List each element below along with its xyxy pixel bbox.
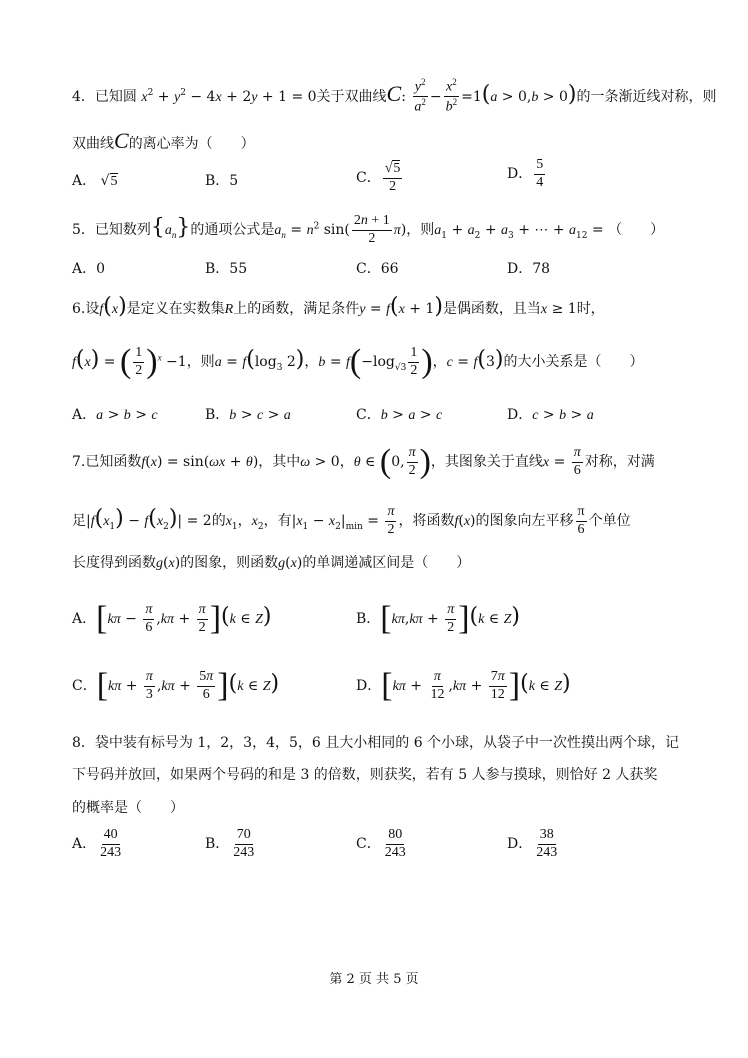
- q4-option-a[interactable]: A． √5: [72, 173, 118, 189]
- q6-option-d[interactable]: D．c > b > a: [507, 407, 594, 423]
- q4-option-c[interactable]: C． $\frac{√5}{2}$: [356, 161, 401, 194]
- q7-option-a[interactable]: A．[kπ − $\frac{\pi}{6}$ ,kπ + $\frac{\pi}{2}$ ](k ∈ Z): [72, 600, 272, 637]
- q5-option-b[interactable]: B．55: [205, 261, 248, 277]
- q6-line2: f(x) = ( $\frac{1}{2}$ )$^x$ −1，则$a = f(\log_3$ 2)，$b = f(-\log_{√3}$ $\frac{1}{2}$ )，c = f(3)的大小关系是（ ）: [72, 343, 644, 380]
- q8-option-c[interactable]: C． $\frac{80}{243}$: [356, 827, 406, 860]
- q7-option-d[interactable]: D．[kπ + $\frac{\pi}{12}$ ,kπ + $\frac{7\pi}{12}$ ](k ∈ Z): [356, 667, 571, 704]
- q7-line3: 长度得到函数g(x)的图象，则函数g(x)的单调递减区间是（ ）: [72, 555, 471, 571]
- q8-option-b[interactable]: B． $\frac{70}{243}$: [205, 827, 255, 860]
- q8-option-a[interactable]: A． $\frac{40}{243}$: [72, 827, 122, 860]
- q5-option-c[interactable]: C．66: [356, 261, 399, 277]
- q8-line3: 的概率是（ ）: [72, 800, 184, 816]
- q5-line1: 5．已知数列$\{a_n\}$的通项公式是$a_n = n^2$ sin( $\frac{2n + 1}{2}$ π)，则$a_1 + a_2 + a_3$ + ⋯ + $a_{12}$ = （ ）: [72, 213, 665, 246]
- page-footer: 第 2 页 共 5 页: [329, 972, 419, 987]
- q4-option-d[interactable]: D． $\frac{5}{4}$: [507, 157, 544, 190]
- q5-option-a[interactable]: A．0: [72, 261, 106, 277]
- q7-line1: 7.已知函数f(x) = sin(ωx + θ)，其中ω > 0，θ ∈ (0, $\frac{\pi}{2}$ )，其图象关于直线x = $\frac{\pi}{6}$ 对称，对满: [72, 443, 655, 480]
- q7-option-c[interactable]: C．[kπ + $\frac{\pi}{3}$ ,kπ + $\frac{5\pi}{6}$ ](k ∈ Z): [72, 667, 280, 704]
- q4-line2: 双曲线C的离心率为（ ）: [72, 128, 255, 153]
- q5-number: 5．: [72, 222, 95, 239]
- q8-line1: 8．袋中装有标号为 1，2，3，4，5，6 且大小相同的 6 个小球，从袋子中一次性摸出两个球，记: [72, 735, 680, 751]
- q4-line1: 4．已知圆 $x^2 + y^2 - 4x + 2y + 1 = 0$关于双曲线C: $\frac{y^2}{a^2}$ − $\frac{x^2}{b^2}$ =1(a > 0,b > 0)的一条渐近线对称，则: [72, 77, 717, 115]
- q6-option-a[interactable]: A．a > b > c: [72, 407, 158, 423]
- q4-number: 4．: [72, 88, 95, 105]
- q4-option-b[interactable]: B．5: [205, 173, 239, 189]
- q7-line2: 足$|f(x_1) - f(x_2)| = 2$的$x_1$，$x_2$，有$|x_1 - x_2|_{min}$ = $\frac{\pi}{2}$ ，将函数f(x)的图象向左平移 $\frac{\pi}{6}$ 个单位: [72, 504, 631, 537]
- q5-option-d[interactable]: D．78: [507, 261, 551, 277]
- q6-line1: 6.设f(x)是定义在实数集R上的函数，满足条件y = f(x + 1)是偶函数，且当x ≥ 1时，: [72, 294, 605, 319]
- q7-option-b[interactable]: B．[kπ,kπ + $\frac{\pi}{2}$ ](k ∈ Z): [356, 600, 520, 637]
- q8-option-d[interactable]: D． $\frac{38}{243}$: [507, 827, 558, 860]
- q6-option-c[interactable]: C．b > a > c: [356, 407, 443, 423]
- q6-option-b[interactable]: B．b > c > a: [205, 407, 291, 423]
- q8-line2: 下号码并放回，如果两个号码的和是 3 的倍数，则获奖，若有 5 人参与摸球，则恰好 2 人获奖: [72, 767, 658, 783]
